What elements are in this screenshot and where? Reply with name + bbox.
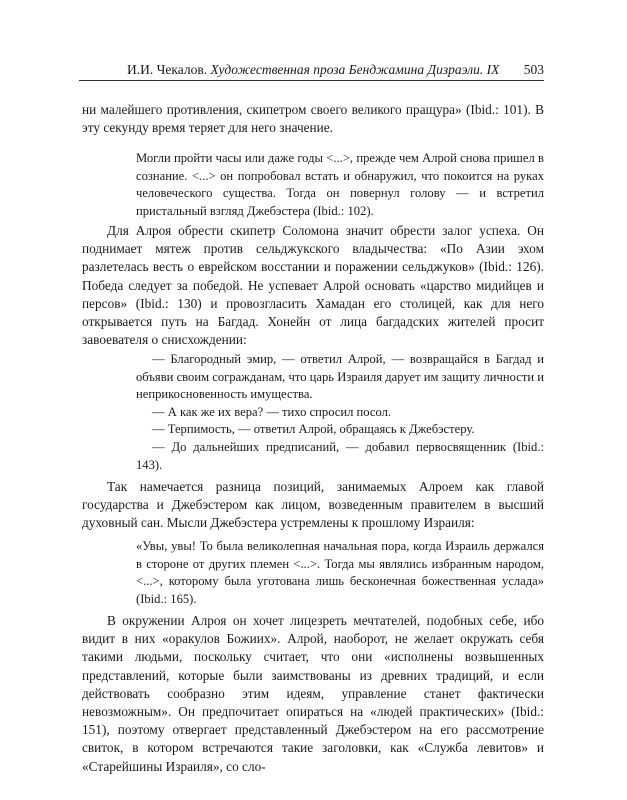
header-author: И.И. Чекалов. (127, 62, 208, 77)
dialogue-line-4: — До дальнейших предписаний, — добавил первосвященник (Ibid.: 143). (136, 439, 544, 472)
dialogue-line-2: — А как же их вера? — тихо спросил посол. (152, 404, 392, 419)
paragraph-2: Для Алроя обрести скипетр Соломона значит обрести залог успеха. Он поднимает мятеж против сельджукского владычества: «По Азии эхом разлетелась весть о еврейском восстании и поражении сельджуков» (Ibid.: 126). Победа следует за победой. Не успевает Алрой основать «царство мидийцев и персов» (Ibid.: 130) и провозгласить Хамадан его столицей, как для него открывается путь на Багдад. Хонейн от лица багдадских жителей просит завоевателя о снисхождении: (82, 223, 544, 348)
page-number: 503 (523, 62, 544, 77)
dialogue-line-3: — Терпимость, — ответил Алрой, обращаясь к Джебэстеру. (152, 422, 475, 437)
header-title: Художественная проза Бенджамина Дизраэли. IX (210, 62, 500, 77)
dialogue-line-1: — Благородный эмир, — ответил Алрой, — возвращайся в Багдад и объяви своим согражданам, что царь Израиля дарует им защиту личности и неприкосновенность имущества. (136, 352, 544, 402)
block-quote-1: Могли пройти часы или даже годы <...>, прежде чем Алрой снова пришел в сознание. <...> он попробовал встать и обнаружил, что покоится на руках человеческого существа. Тогда он повернул голову — и встретил пристальный взгляд Джебэстера (Ibid.: 102). (136, 151, 544, 218)
running-header (79, 60, 544, 81)
paragraph-1: ни малейшего противления, скипетром своего великого пращура» (Ibid.: 101). В эту секунду время теряет для него значение. (82, 102, 544, 136)
dialogue-quote (136, 351, 544, 474)
paragraph-4: В окружении Алроя он хочет лицезреть мечтателей, подобных себе, ибо видит в них «оракулов Божиих». Алрой, наоборот, не желает окружать себя такими людьми, поскольку считает, что они «исполнены возвышенных представлений, которые были заимствованы из древних традиций, и если действовать сообразно этим идеям, управление станет фактически невозможным». Он предпочитает опираться на «людей практических» (Ibid.: 151), поэтому отвергает представленный Джебэстером на его рассмотрение свиток, в котором встречаются такие заголовки, как «Служба левитов» и «Старейшины Израиля», со сло- (82, 613, 544, 774)
paragraph-3: Так намечается разница позиций, занимаемых Алроем как главой государства и Джебэстером как лицом, возведенным правителем в высший духовный сан. Мысли Джебэстера устремлены к прошлому Израиля: (82, 479, 544, 531)
block-quote-2: «Увы, увы! То была великолепная начальная пора, когда Израиль держался в стороне от других племен <...>. Тогда мы являлись избранным народом, <...>, которому была уготована лишь бесконечная божественная услада» (Ibid.: 165). (136, 539, 544, 606)
running-title (127, 62, 499, 78)
